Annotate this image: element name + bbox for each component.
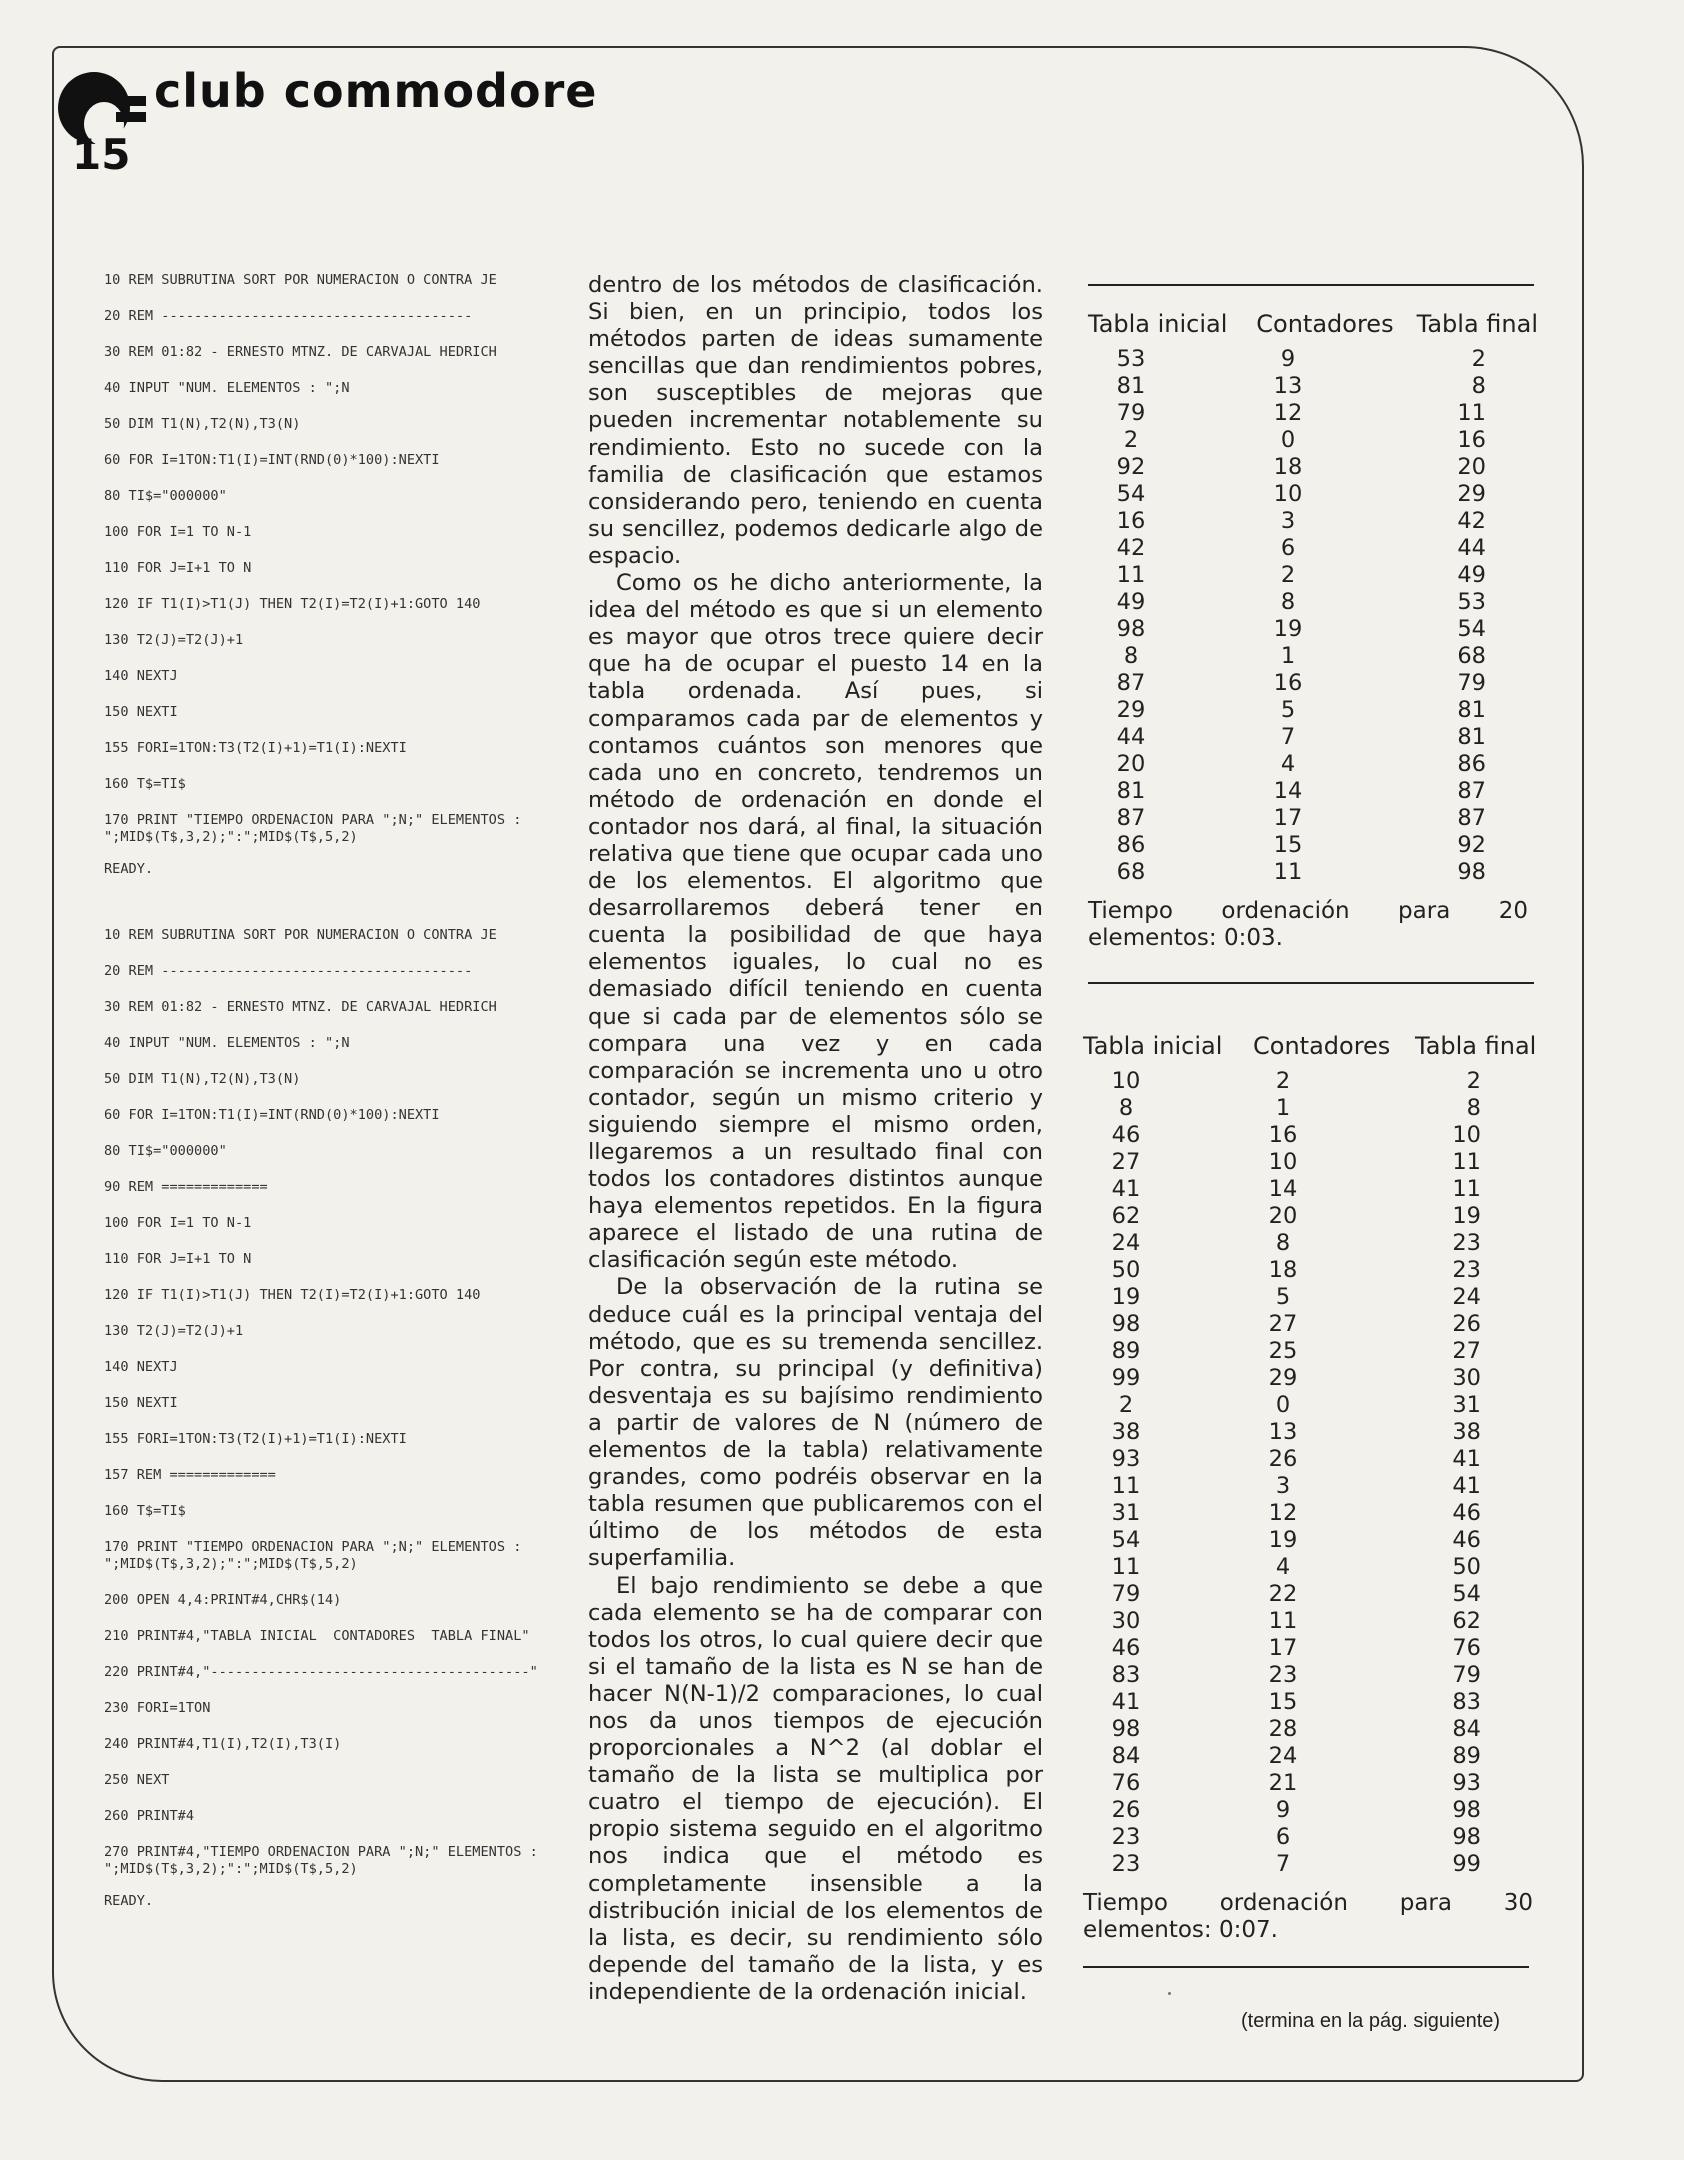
cell-tabla-final: 2 (1471, 346, 1486, 372)
cell-contador: 16 (1273, 670, 1303, 696)
code-listing-2-line: 230 FORI=1TON (104, 1700, 211, 1716)
sort-table-20 (1088, 284, 1538, 984)
code-listing-2-line: 220 PRINT#4,"---------------------------------------" (104, 1664, 538, 1680)
table-rows (1088, 346, 1538, 886)
cell-contador: 24 (1268, 1743, 1298, 1769)
code-listing-2-line: 100 FOR I=1 TO N-1 (104, 1215, 252, 1231)
cell-tabla-inicial: 42 (1116, 535, 1146, 561)
table-caption: Tiempo ordenación para 20 elementos: 0:03. (1088, 898, 1528, 951)
code-listing-2-line: 250 NEXT (104, 1772, 170, 1788)
cell-contador: 1 (1275, 1095, 1291, 1121)
cell-tabla-inicial: 76 (1111, 1770, 1141, 1796)
cell-tabla-inicial: 98 (1111, 1311, 1141, 1337)
code-listing-1-line: 150 NEXTI (104, 704, 178, 720)
cell-tabla-final: 76 (1452, 1635, 1481, 1661)
code-listing-2-line: 160 T$=TI$ (104, 1503, 186, 1519)
cell-tabla-inicial: 11 (1111, 1473, 1141, 1499)
header-contadores: Contadores (1256, 310, 1394, 338)
cell-tabla-inicial: 84 (1111, 1743, 1141, 1769)
code-listing-2-line: 200 OPEN 4,4:PRINT#4,CHR$(14) (104, 1592, 342, 1608)
cell-tabla-inicial: 98 (1116, 616, 1146, 642)
cell-tabla-final: 11 (1457, 400, 1486, 426)
article-paragraph: El bajo rendimiento se debe a que cada elemento se ha de comparar con todos los otros, lo cual quiere decir que si el tamaño de la lista es N se han de hacer N(N-1)/2 comparaciones, lo cual nos da unos tiempos de ejecución proporcionales a N^2 (al doblar el tamaño de la lista se multiplica por cuatro el tiempo de ejecución). El propio sistema seguido en el algoritmo nos indica que el método es completamente insensible a la distribución inicial de los elementos de la lista, es decir, su rendimiento sólo depende del tamaño de la lista, y es independiente de la ordenación inicial. (588, 1572, 1043, 2005)
cell-contador: 9 (1280, 346, 1296, 372)
cell-tabla-final: 29 (1457, 481, 1486, 507)
cell-tabla-inicial: 81 (1116, 778, 1146, 804)
cell-contador: 8 (1275, 1230, 1291, 1256)
cell-tabla-inicial: 89 (1111, 1338, 1141, 1364)
cell-tabla-final: 8 (1471, 373, 1486, 399)
cell-contador: 14 (1268, 1176, 1298, 1202)
cell-tabla-final: 83 (1452, 1689, 1481, 1715)
cell-tabla-final: 81 (1457, 697, 1486, 723)
cell-tabla-inicial: 16 (1116, 508, 1146, 534)
column-rule-2 (52, 1535, 54, 1577)
code-listing-2-line: 270 PRINT#4,"TIEMPO ORDENACION PARA ";N;" ELEMENTOS : ";MID$(T$,3,2);":";MID$(T$,5,2) (104, 1844, 546, 1877)
cell-contador: 13 (1268, 1419, 1298, 1445)
cell-tabla-final: 41 (1452, 1473, 1481, 1499)
code-listing-2-line: 157 REM ============= (104, 1467, 276, 1483)
cell-contador: 5 (1275, 1284, 1291, 1310)
cell-contador: 1 (1280, 643, 1296, 669)
cell-contador: 14 (1273, 778, 1303, 804)
sort-table-30 (1083, 1008, 1538, 1968)
cell-tabla-final: 38 (1452, 1419, 1481, 1445)
cell-contador: 5 (1280, 697, 1296, 723)
cell-tabla-inicial: 99 (1111, 1365, 1141, 1391)
article-paragraph: Como os he dicho anteriormente, la idea del método es que si un elemento es mayor que otros trece quiere decir que ha de ocupar el puesto 14 en la tabla ordenada. Así pues, si comparamos cada par de elementos y contamos cuántos son menores que cada uno en concreto, tendremos un método de ordenación en donde el contador nos dará, al final, la situación relativa que tiene que ocupar cada uno de los elementos. El algoritmo que desarrollaremos deberá tener en cuenta la posibilidad de que haya elementos iguales, lo cual no es demasiado difícil teniendo en cuenta que si cada par de elementos sólo se compara una vez y en cada comparación se incrementa uno u otro contador, según un mismo criterio y siguiendo siempre el mismo orden, llegaremos a un resultado final con todos los contadores distintos aunque haya elementos repetidos. En la figura aparece el listado de una rutina de clasificación según este método. (588, 570, 1043, 1274)
cell-tabla-inicial: 92 (1116, 454, 1146, 480)
cell-contador: 7 (1275, 1851, 1291, 1877)
cell-tabla-final: 42 (1457, 508, 1486, 534)
cell-tabla-final: 46 (1452, 1527, 1481, 1553)
code-listing-1-line: 110 FOR J=I+1 TO N (104, 560, 252, 576)
cell-tabla-inicial: 54 (1111, 1527, 1141, 1553)
code-listing-1 (104, 272, 544, 846)
code-listing-1-line: 40 INPUT "NUM. ELEMENTOS : ";N (104, 380, 350, 396)
cell-tabla-inicial: 23 (1111, 1851, 1141, 1877)
cell-tabla-final: 44 (1457, 535, 1486, 561)
cell-tabla-inicial: 46 (1111, 1635, 1141, 1661)
header-tabla-inicial: Tabla inicial (1088, 310, 1228, 338)
cell-contador: 0 (1280, 427, 1296, 453)
cell-tabla-final: 16 (1457, 427, 1486, 453)
cell-contador: 2 (1280, 562, 1296, 588)
code-listing-2-line: 120 IF T1(I)>T1(J) THEN T2(I)=T2(I)+1:GOTO 140 (104, 1287, 481, 1303)
cell-contador: 11 (1273, 859, 1303, 885)
cell-tabla-inicial: 79 (1116, 400, 1146, 426)
code-listing-1-line: 50 DIM T1(N),T2(N),T3(N) (104, 416, 301, 432)
cell-contador: 20 (1268, 1203, 1298, 1229)
table-header (1088, 310, 1538, 338)
code-listing-2-line: 130 T2(J)=T2(J)+1 (104, 1323, 244, 1339)
code-listing-2-line: 90 REM ============= (104, 1179, 268, 1195)
code-listing-2-line: 155 FORI=1TON:T3(T2(I)+1)=T1(I):NEXTI (104, 1431, 407, 1447)
cell-tabla-inicial: 19 (1111, 1284, 1141, 1310)
cell-contador: 15 (1273, 832, 1303, 858)
cell-contador: 9 (1275, 1797, 1291, 1823)
code-listing-1-line: 20 REM -------------------------------------- (104, 308, 473, 324)
cell-tabla-final: 84 (1452, 1716, 1481, 1742)
code-listing-2-line: 170 PRINT "TIEMPO ORDENACION PARA ";N;" ELEMENTOS : ";MID$(T$,3,2);":";MID$(T$,5,2) (104, 1539, 530, 1572)
code-listing-2-line: 40 INPUT "NUM. ELEMENTOS : ";N (104, 1035, 350, 1051)
cell-tabla-final: 20 (1457, 454, 1486, 480)
cell-tabla-inicial: 24 (1111, 1230, 1141, 1256)
cell-tabla-final: 26 (1452, 1311, 1481, 1337)
cell-contador: 17 (1268, 1635, 1298, 1661)
cell-contador: 22 (1268, 1581, 1298, 1607)
cell-tabla-inicial: 62 (1111, 1203, 1141, 1229)
cell-contador: 29 (1268, 1365, 1298, 1391)
cell-tabla-inicial: 41 (1111, 1176, 1141, 1202)
cell-tabla-final: 19 (1452, 1203, 1481, 1229)
cell-tabla-final: 87 (1457, 805, 1486, 831)
code-listing-1-line: 10 REM SUBRUTINA SORT POR NUMERACION O CONTRA JE (104, 272, 497, 288)
cell-contador: 21 (1268, 1770, 1298, 1796)
cell-tabla-final: 11 (1452, 1149, 1481, 1175)
code-listing-2-line: 50 DIM T1(N),T2(N),T3(N) (104, 1071, 301, 1087)
cell-contador: 6 (1280, 535, 1296, 561)
cell-tabla-final: 23 (1452, 1230, 1481, 1256)
table-rule-bottom (1083, 1966, 1529, 1968)
cell-tabla-final: 23 (1452, 1257, 1481, 1283)
cell-tabla-inicial: 44 (1116, 724, 1146, 750)
cell-tabla-final: 41 (1452, 1446, 1481, 1472)
ready-prompt-2: READY. (104, 1893, 154, 1909)
cell-tabla-inicial: 11 (1116, 562, 1146, 588)
code-listing-1-line: 80 TI$="000000" (104, 488, 227, 504)
cell-tabla-inicial: 68 (1116, 859, 1146, 885)
cell-tabla-final: 2 (1466, 1068, 1481, 1094)
cell-contador: 12 (1273, 400, 1303, 426)
header-contadores: Contadores (1253, 1032, 1391, 1060)
code-listing-1-line: 170 PRINT "TIEMPO ORDENACION PARA ";N;" ELEMENTOS : ";MID$(T$,3,2);":";MID$(T$,5,2) (104, 812, 530, 845)
code-listing-2-line: 20 REM -------------------------------------- (104, 963, 473, 979)
cell-contador: 18 (1268, 1257, 1298, 1283)
header-tabla-final: Tabla final (1416, 310, 1538, 338)
cell-tabla-inicial: 86 (1116, 832, 1146, 858)
table-rows (1083, 1068, 1538, 1878)
article-body (588, 272, 1043, 2006)
cell-tabla-final: 54 (1457, 616, 1486, 642)
cell-tabla-final: 79 (1457, 670, 1486, 696)
table-rule-top (1088, 284, 1534, 286)
cell-tabla-inicial: 81 (1116, 373, 1146, 399)
cell-tabla-inicial: 11 (1111, 1554, 1141, 1580)
header-tabla-inicial: Tabla inicial (1083, 1032, 1223, 1060)
cell-contador: 11 (1268, 1608, 1298, 1634)
cell-contador: 13 (1273, 373, 1303, 399)
cell-tabla-final: 50 (1452, 1554, 1481, 1580)
cell-tabla-final: 54 (1452, 1581, 1481, 1607)
cell-tabla-inicial: 49 (1116, 589, 1146, 615)
cell-tabla-inicial: 83 (1111, 1662, 1141, 1688)
cell-tabla-inicial: 87 (1116, 805, 1146, 831)
cell-tabla-final: 86 (1457, 751, 1486, 777)
cell-contador: 8 (1280, 589, 1296, 615)
code-listing-2-line: 30 REM 01:82 - ERNESTO MTNZ. DE CARVAJAL HEDRICH (104, 999, 497, 1015)
cell-tabla-final: 81 (1457, 724, 1486, 750)
cell-contador: 12 (1268, 1500, 1298, 1526)
cell-tabla-inicial: 53 (1116, 346, 1146, 372)
cell-tabla-inicial: 54 (1116, 481, 1146, 507)
cell-tabla-inicial: 93 (1111, 1446, 1141, 1472)
cell-tabla-inicial: 10 (1111, 1068, 1141, 1094)
cell-contador: 6 (1275, 1824, 1291, 1850)
code-listing-1-line: 100 FOR I=1 TO N-1 (104, 524, 252, 540)
cell-contador: 10 (1273, 481, 1303, 507)
commodore-logo-flag-top (116, 96, 146, 106)
cell-contador: 27 (1268, 1311, 1298, 1337)
code-listing-2-line: 110 FOR J=I+1 TO N (104, 1251, 252, 1267)
cell-tabla-inicial: 38 (1111, 1419, 1141, 1445)
cell-tabla-inicial: 8 (1118, 1095, 1134, 1121)
cell-tabla-final: 10 (1452, 1122, 1481, 1148)
table-rule-bottom (1088, 982, 1534, 984)
cell-contador: 23 (1268, 1662, 1298, 1688)
cell-tabla-inicial: 79 (1111, 1581, 1141, 1607)
cell-contador: 3 (1280, 508, 1296, 534)
continued-note: (termina en la pág. siguiente) (1241, 2010, 1501, 2032)
cell-tabla-final: 68 (1457, 643, 1486, 669)
cell-contador: 10 (1268, 1149, 1298, 1175)
cell-contador: 15 (1268, 1689, 1298, 1715)
cell-contador: 2 (1275, 1068, 1291, 1094)
cell-tabla-final: 98 (1457, 859, 1486, 885)
brand-title: club commodore (154, 64, 598, 118)
article-paragraph: De la observación de la rutina se deduce cuál es la principal ventaja del método, que es su tremenda sencillez. Por contra, su principal (y definitiva) desventaja es su bajísimo rendimiento a partir de valores de N (número de elementos de la tabla) relativamente grandes, como podréis observar en la tabla resumen que publicaremos con el último de los métodos de esta superfamilia. (588, 1274, 1043, 1572)
code-listing-2-line: 150 NEXTI (104, 1395, 178, 1411)
cell-tabla-final: 98 (1452, 1824, 1481, 1850)
cell-tabla-final: 49 (1457, 562, 1486, 588)
code-listing-1-line: 155 FORI=1TON:T3(T2(I)+1)=T1(I):NEXTI (104, 740, 407, 756)
code-listing-2-line: 210 PRINT#4,"TABLA INICIAL CONTADORES TABLA FINAL" (104, 1628, 530, 1644)
cell-tabla-inicial: 26 (1111, 1797, 1141, 1823)
code-listing-2-line: 80 TI$="000000" (104, 1143, 227, 1159)
cell-tabla-inicial: 8 (1123, 643, 1139, 669)
cell-tabla-inicial: 30 (1111, 1608, 1141, 1634)
cell-tabla-inicial: 41 (1111, 1689, 1141, 1715)
code-listing-1-line: 140 NEXTJ (104, 668, 178, 684)
cell-tabla-final: 46 (1452, 1500, 1481, 1526)
cell-contador: 26 (1268, 1446, 1298, 1472)
cell-tabla-final: 87 (1457, 778, 1486, 804)
cell-contador: 16 (1268, 1122, 1298, 1148)
cell-contador: 19 (1268, 1527, 1298, 1553)
table-header (1083, 1032, 1538, 1060)
code-listing-2-line: 260 PRINT#4 (104, 1808, 195, 1824)
cell-contador: 25 (1268, 1338, 1298, 1364)
cell-tabla-inicial: 46 (1111, 1122, 1141, 1148)
ready-prompt-1: READY. (104, 861, 154, 877)
code-listing-2-line: 240 PRINT#4,T1(I),T2(I),T3(I) (104, 1736, 342, 1752)
cell-tabla-final: 27 (1452, 1338, 1481, 1364)
cell-tabla-inicial: 27 (1111, 1149, 1141, 1175)
cell-tabla-inicial: 31 (1111, 1500, 1141, 1526)
code-listing-1-line: 60 FOR I=1TON:T1(I)=INT(RND(0)*100):NEXTI (104, 452, 440, 468)
cell-tabla-inicial: 2 (1123, 427, 1139, 453)
article-paragraph: dentro de los métodos de clasificación. Si bien, en un principio, todos los métodos parten de ideas sumamente sencillas que dan rendimientos pobres, son susceptibles de mejoras que pueden incrementar notablemente su rendimiento. Esto no sucede con la familia de clasificación que estamos considerando pero, teniendo en cuenta su sencillez, podemos dedicarle algo de espacio. (588, 272, 1043, 569)
code-listing-1-line: 130 T2(J)=T2(J)+1 (104, 632, 244, 648)
cell-tabla-final: 30 (1452, 1365, 1481, 1391)
cell-tabla-final: 93 (1452, 1770, 1481, 1796)
cell-contador: 0 (1275, 1392, 1291, 1418)
cell-tabla-final: 11 (1452, 1176, 1481, 1202)
cell-tabla-final: 99 (1452, 1851, 1481, 1877)
cell-tabla-final: 89 (1452, 1743, 1481, 1769)
cell-tabla-inicial: 50 (1111, 1257, 1141, 1283)
code-listing-1-line: 30 REM 01:82 - ERNESTO MTNZ. DE CARVAJAL HEDRICH (104, 344, 497, 360)
cell-tabla-final: 31 (1452, 1392, 1481, 1418)
column-rule-1 (52, 430, 54, 484)
cell-contador: 17 (1273, 805, 1303, 831)
header-tabla-final: Tabla final (1415, 1032, 1537, 1060)
page-number: 15 (72, 130, 131, 179)
cell-tabla-final: 8 (1466, 1095, 1481, 1121)
cell-contador: 3 (1275, 1473, 1291, 1499)
cell-tabla-final: 62 (1452, 1608, 1481, 1634)
basic-code-listings (104, 272, 544, 1929)
stray-mark (1168, 1992, 1171, 1995)
cell-tabla-inicial: 98 (1111, 1716, 1141, 1742)
commodore-logo-flag-bottom (116, 112, 146, 122)
cell-contador: 28 (1268, 1716, 1298, 1742)
cell-contador: 4 (1275, 1554, 1291, 1580)
table-caption: Tiempo ordenación para 30 elementos: 0:07. (1083, 1890, 1533, 1943)
cell-tabla-inicial: 29 (1116, 697, 1146, 723)
code-listing-2-line: 10 REM SUBRUTINA SORT POR NUMERACION O CONTRA JE (104, 927, 497, 943)
code-listing-1-line: 120 IF T1(I)>T1(J) THEN T2(I)=T2(I)+1:GOTO 140 (104, 596, 481, 612)
cell-tabla-final: 24 (1452, 1284, 1481, 1310)
cell-contador: 4 (1280, 751, 1296, 777)
code-listing-2-line: 60 FOR I=1TON:T1(I)=INT(RND(0)*100):NEXTI (104, 1107, 440, 1123)
cell-contador: 18 (1273, 454, 1303, 480)
cell-tabla-final: 53 (1457, 589, 1486, 615)
cell-tabla-final: 98 (1452, 1797, 1481, 1823)
code-listing-2 (104, 927, 544, 1878)
cell-contador: 7 (1280, 724, 1296, 750)
cell-contador: 19 (1273, 616, 1303, 642)
cell-tabla-inicial: 2 (1118, 1392, 1134, 1418)
cell-tabla-inicial: 87 (1116, 670, 1146, 696)
cell-tabla-final: 79 (1452, 1662, 1481, 1688)
code-listing-2-line: 140 NEXTJ (104, 1359, 178, 1375)
cell-tabla-inicial: 23 (1111, 1824, 1141, 1850)
cell-tabla-final: 92 (1457, 832, 1486, 858)
code-listing-1-line: 160 T$=TI$ (104, 776, 186, 792)
cell-tabla-inicial: 20 (1116, 751, 1146, 777)
